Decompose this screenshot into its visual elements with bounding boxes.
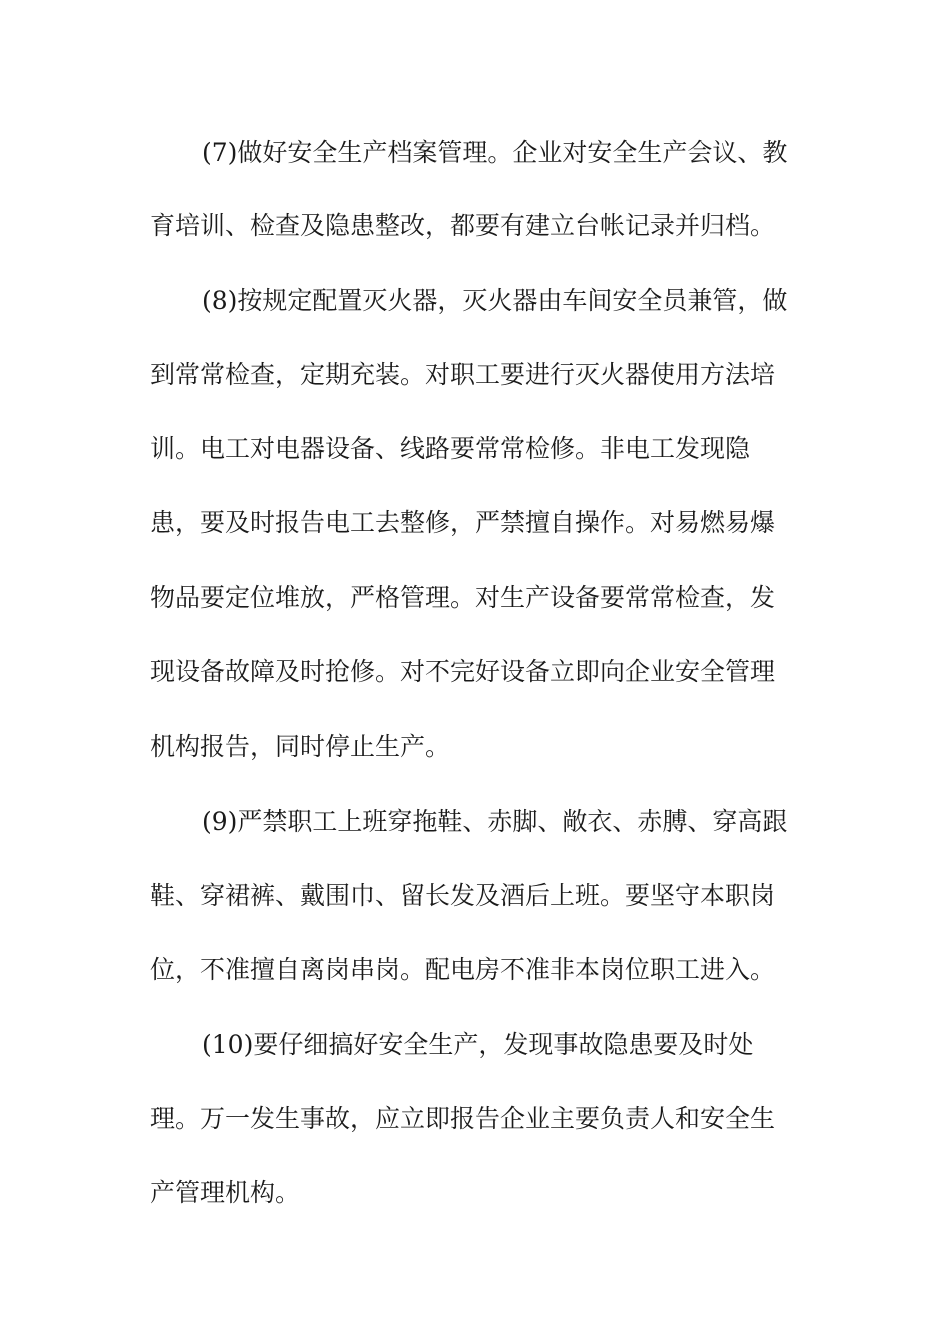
paragraph-7-line-2: 育培训、检查及隐患整改，都要有建立台帐记录并归档。 — [150, 211, 776, 240]
paragraph-8-line-1: (8)按规定配置灭火器，灭火器由车间安全员兼管，做 — [202, 286, 788, 315]
paragraph-8-line-7: 机构报告，同时停止生产。 — [150, 732, 451, 761]
paragraph-9-line-3: 位，不准擅自离岗串岗。配电房不准非本岗位职工进入。 — [150, 955, 776, 984]
paragraph-10-line-1: (10)要仔细搞好安全生产，发现事故隐患要及时处 — [202, 1030, 754, 1059]
paragraph-8-line-5: 物品要定位堆放，严格管理。对生产设备要常常检查，发 — [150, 583, 776, 612]
paragraph-8-line-3: 训。电工对电器设备、线路要常常检修。非电工发现隐 — [150, 434, 751, 463]
paragraph-9-line-2: 鞋、穿裙裤、戴围巾、留长发及酒后上班。要坚守本职岗 — [150, 881, 776, 910]
paragraph-8-line-2: 到常常检查，定期充装。对职工要进行灭火器使用方法培 — [150, 360, 776, 389]
paragraph-10-line-2: 理。万一发生事故，应立即报告企业主要负责人和安全生 — [150, 1104, 776, 1133]
paragraph-9-line-1: (9)严禁职工上班穿拖鞋、赤脚、敞衣、赤膊、穿高跟 — [202, 807, 788, 836]
paragraph-7-line-1: (7)做好安全生产档案管理。企业对安全生产会议、教 — [202, 138, 788, 167]
paragraph-10-line-3: 产管理机构。 — [150, 1178, 301, 1207]
paragraph-8-line-4: 患，要及时报告电工去整修，严禁擅自操作。对易燃易爆 — [150, 508, 776, 537]
paragraph-8-line-6: 现设备故障及时抢修。对不完好设备立即向企业安全管理 — [150, 657, 776, 686]
